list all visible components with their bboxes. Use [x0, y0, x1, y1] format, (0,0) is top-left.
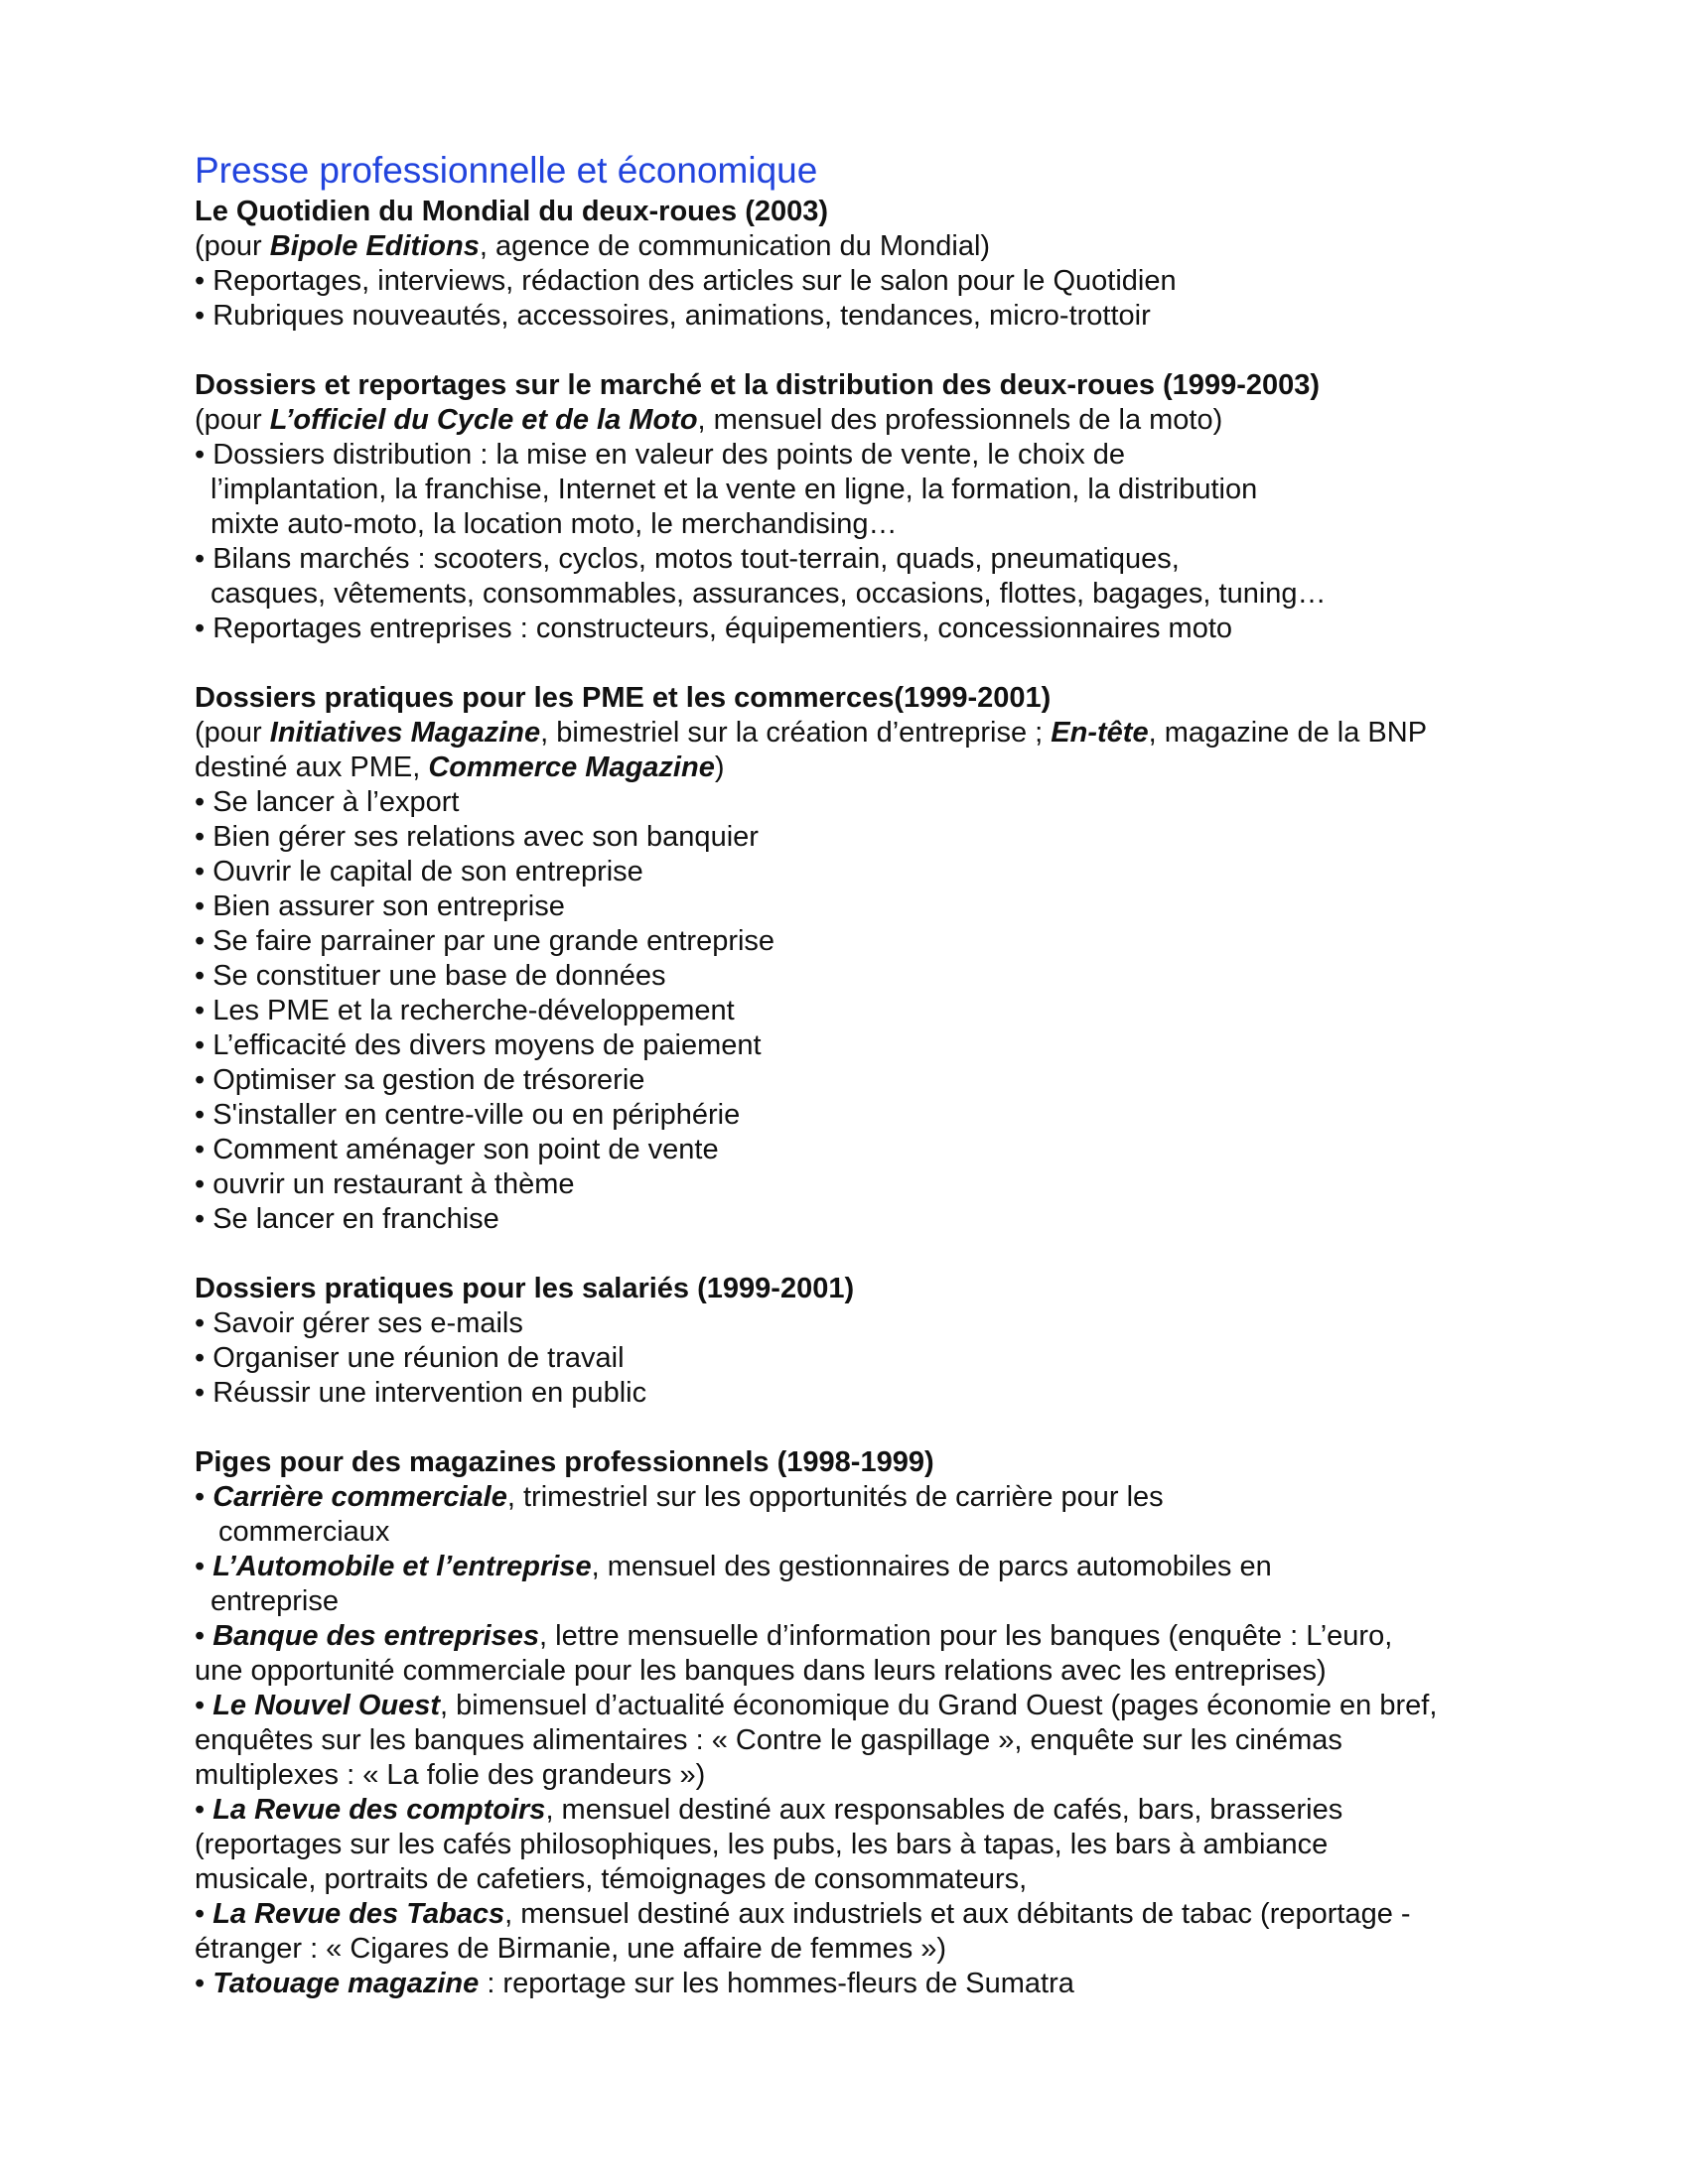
- list-item: • Se lancer à l’export: [195, 786, 460, 818]
- section-intro: (pour Initiatives Magazine, bimestriel sur la création d’entreprise ; En-tête, magazine de la BNP: [195, 717, 1428, 749]
- section-heading: Le Quotidien du Mondial du deux-roues (2003): [195, 196, 829, 227]
- publication-name: Le Nouvel Ouest: [212, 1690, 441, 1721]
- section-intro: (pour L’officiel du Cycle et de la Moto, mensuel des professionnels de la moto): [195, 404, 1223, 436]
- list-item: • Optimiser sa gestion de trésorerie: [195, 1064, 645, 1096]
- section-heading: Dossiers pratiques pour les salariés (1999-2001): [195, 1273, 855, 1304]
- document-page: [195, 149, 1565, 2036]
- list-item-continuation: étranger : « Cigares de Birmanie, une affaire de femmes »): [195, 1933, 947, 1965]
- list-item-continuation: casques, vêtements, consommables, assurances, occasions, flottes, bagages, tuning…: [211, 578, 1327, 610]
- section-quotidien-mondial: [195, 195, 1565, 334]
- list-item: • Banque des entreprises, lettre mensuelle d’information pour les banques (enquête : L’euro,: [195, 1620, 1393, 1652]
- list-item: • Se constituer une base de données: [195, 960, 666, 992]
- list-item: • Rubriques nouveautés, accessoires, animations, tendances, micro-trottoir: [195, 300, 1151, 332]
- publication-name: La Revue des comptoirs: [212, 1794, 546, 1826]
- list-item: • La Revue des comptoirs, mensuel destiné aux responsables de cafés, bars, brasseries: [195, 1794, 1343, 1826]
- section-piges: [195, 1445, 1565, 2001]
- list-item-continuation: commerciaux: [218, 1516, 390, 1548]
- list-item-continuation: mixte auto-moto, la location moto, le merchandising…: [211, 508, 898, 540]
- section-intro-continuation: destiné aux PME, Commerce Magazine): [195, 751, 725, 783]
- publication-name: Carrière commerciale: [212, 1481, 507, 1513]
- section-pme-commerces: [195, 681, 1565, 1237]
- list-item: • Reportages, interviews, rédaction des articles sur le salon pour le Quotidien: [195, 265, 1177, 297]
- section-intro: (pour Bipole Editions, agence de communication du Mondial): [195, 230, 991, 262]
- list-item: • L’Automobile et l’entreprise, mensuel des gestionnaires de parcs automobiles en: [195, 1551, 1272, 1582]
- list-item-continuation: enquêtes sur les banques alimentaires : « Contre le gaspillage », enquête sur les cinémas: [195, 1724, 1342, 1756]
- list-item: • Bien assurer son entreprise: [195, 890, 565, 922]
- publication-name: Commerce Magazine: [428, 751, 715, 783]
- section-officiel-cycle: [195, 368, 1565, 646]
- list-item: • Dossiers distribution : la mise en valeur des points de vente, le choix de: [195, 439, 1126, 471]
- list-item: • Se faire parrainer par une grande entreprise: [195, 925, 775, 957]
- list-item: • Tatouage magazine : reportage sur les hommes-fleurs de Sumatra: [195, 1968, 1074, 1999]
- list-item-continuation: une opportunité commerciale pour les banques dans leurs relations avec les entreprises): [195, 1655, 1327, 1687]
- section-heading: Piges pour des magazines professionnels (1998-1999): [195, 1446, 934, 1478]
- list-item-continuation: entreprise: [211, 1585, 339, 1617]
- list-item: • Savoir gérer ses e-mails: [195, 1307, 523, 1339]
- publication-name: Banque des entreprises: [212, 1620, 540, 1652]
- publication-name: En-tête: [1051, 717, 1149, 749]
- list-item-continuation: (reportages sur les cafés philosophiques, les pubs, les bars à tapas, les bars à ambiance: [195, 1829, 1329, 1860]
- page-title: Presse professionnelle et économique: [195, 150, 818, 191]
- publication-name: Initiatives Magazine: [269, 717, 541, 749]
- list-item: • Les PME et la recherche-développement: [195, 995, 735, 1026]
- publication-name: L’officiel du Cycle et de la Moto: [269, 404, 698, 436]
- list-item: • Bien gérer ses relations avec son banquier: [195, 821, 759, 853]
- publication-name: Tatouage magazine: [212, 1968, 480, 1999]
- list-item: • Organiser une réunion de travail: [195, 1342, 625, 1374]
- list-item-continuation: multiplexes : « La folie des grandeurs »): [195, 1759, 706, 1791]
- publication-name: La Revue des Tabacs: [212, 1898, 505, 1930]
- publication-name: Bipole Editions: [269, 230, 480, 262]
- list-item: • Ouvrir le capital de son entreprise: [195, 856, 643, 887]
- list-item: • S'installer en centre-ville ou en périphérie: [195, 1099, 741, 1131]
- list-item: • Reportages entreprises : constructeurs, équipementiers, concessionnaires moto: [195, 613, 1233, 644]
- list-item: • Comment aménager son point de vente: [195, 1134, 719, 1165]
- list-item-continuation: musicale, portraits de cafetiers, témoignages de consommateurs,: [195, 1863, 1028, 1895]
- list-item: • Bilans marchés : scooters, cyclos, motos tout-terrain, quads, pneumatiques,: [195, 543, 1180, 575]
- section-salaries: [195, 1272, 1565, 1411]
- list-item: • La Revue des Tabacs, mensuel destiné aux industriels et aux débitants de tabac (reportage -: [195, 1898, 1411, 1930]
- list-item-continuation: l’implantation, la franchise, Internet et la vente en ligne, la formation, la distribution: [211, 474, 1258, 505]
- publication-name: L’Automobile et l’entreprise: [212, 1551, 592, 1582]
- list-item: • L’efficacité des divers moyens de paiement: [195, 1029, 762, 1061]
- section-heading: Dossiers pratiques pour les PME et les commerces(1999-2001): [195, 682, 1052, 714]
- section-heading: Dossiers et reportages sur le marché et la distribution des deux-roues (1999-2003): [195, 369, 1321, 401]
- list-item: • Carrière commerciale, trimestriel sur les opportunités de carrière pour les: [195, 1481, 1164, 1513]
- list-item: • Le Nouvel Ouest, bimensuel d’actualité économique du Grand Ouest (pages économie en bref,: [195, 1690, 1438, 1721]
- list-item: • Se lancer en franchise: [195, 1203, 499, 1235]
- list-item: • Réussir une intervention en public: [195, 1377, 647, 1409]
- list-item: • ouvrir un restaurant à thème: [195, 1168, 575, 1200]
